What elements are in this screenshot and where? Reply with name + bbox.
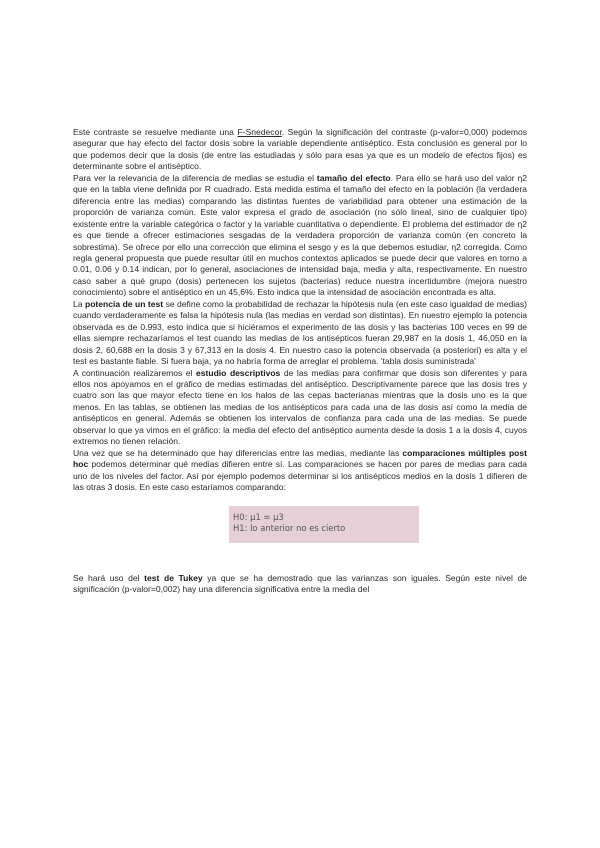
document-body [73,127,527,595]
effect-size-term: tamaño del efecto [316,172,391,183]
paragraph-test-power: La potencia de un test se define como la probabilidad de rechazar la hipótesis nula (en este caso igualdad de medias) cuando verdaderamente es falsa la hipótesis nula (las medias en verdad son distintas). En nuestro ejemplo la potencia observada es de 0.993, esto indica que si hiciéramos el experimento de las dosis y las bacterias 100 veces en 99 de ellas siempre rechazaríamos el test cuando las medias de los antisépticos fueran 29,987 en la dosis 1, 46,050 en la dosis 2, 60,688 en la dosis 3 y 67,313 en la dosis 4. En nuestro caso la potencia observada (a posteriori) es alta y el test es bastante fiable. Si fuera baja, ya no habría forma de arreglar el problema. 'tabla dosis suministrada' [73,298,527,367]
tukey-term: test de Tukey [144,572,203,583]
paragraph-effect-size: Para ver la relevancia de la diferencia de medias se estudia el tamaño del efecto. Para ello se hará uso del valor η2 que en la tabla viene definida por R cuadrado. Esta medida estima el tamaño del efecto en la población (la verdadera diferencia entre las medias) comparando las distintas fuentes de variabilidad para obtener una estimación de la proporción de varianza común. Este valor expresa el grado de asociación (no sólo lineal, sino de cualquier tipo) existente entre la variable categórica o factor y la variable cuantitativa o dependiente. El problema del estimador de η2 es que tiende a ofrecer estimaciones sesgadas de la verdadera proporción de varianza común (en concreto la sobrestima). Se ofrece por ello una corrección que elimina el sesgo y es la que debemos estudiar, η2 corregida. Como regla general propuesta que puede resultar útil en muchos contextos aplicados se puede decir que valores en torno a 0.01, 0.06 y 0.14 indican, por lo general, asociaciones de intensidad baja, media y alta, respectivamente. En nuestro caso saber a qué grupo (dosis) pertenecen los sujetos (bacterias) reduce nuestra incertidumbre (mejora nuestro conocimiento) sobre el antiséptico en un 45,6%. Esto indica que la intensidad de asociación encontrada es alta. [73,172,527,298]
paragraph-f-snedecor: Este contraste se resuelve mediante una F-Snedecor. Según la significación del contraste (p-valor=0,000) podemos asegurar que hay efecto del factor dosis sobre la variable dependiente antiséptico. Esta conclusión es general por lo que podemos decir que la dosis (de entre las estudiadas y sólo para esas ya que es un modelo de efectos fijos) es determinante sobre el antiséptico. [73,127,527,172]
post-hoc-term: comparaciones múltiples post hoc [73,447,528,470]
paragraph-post-hoc: Una vez que se ha determinado que hay diferencias entre las medias, mediante las comparaciones múltiples post hoc podemos determinar qué medias difieren entre sí. Las comparaciones se hacen por pares de medias para cada uno de los niveles del factor. Así por ejemplo podemos determinar si los antisépticos medios en la dosis 1 difieren de las otras 3 dosis. En este caso estaríamos comparando: [73,447,528,493]
hypothesis-box [229,506,419,543]
descriptive-study-term: estudio descriptivos [196,367,281,378]
paragraph-descriptive-study: A continuación realizaremos el estudio descriptivos de las medias para confirmar que dosis son diferentes y para ellos nos apoyamos en el gráfico de medias estimadas del antiséptico. Descriptivamente parece que las dosis tres y cuatro son las que mayor efecto tiene en los halos de las cepas bacterianas mientras que la dosis uno es la que menos. En las tablas, se obtienen las medias de los antisépticos para cada una de las dosis así como la media de antisépticos en general. Además se obtienen los intervalos de confianza para cada una de las medias. Se puede observar lo que ya vimos en el gráfico: la media del efecto del antiséptico aumenta desde la dosis 1 a la dosis 4, cuyos extremos no tienen relación. [73,367,527,447]
null-hypothesis: H0: μ1 = μ3 [233,511,284,522]
f-snedecor-link[interactable]: F-Snedecor [237,127,282,137]
test-power-term: potencia de un test [84,298,164,309]
paragraph-tukey: Se hará uso del test de Tukey ya que se ha demostrado que las varianzas son iguales. Según este nivel de significación (p-valor=0,002) hay una diferencia significativa entre la media del [73,572,527,594]
alternative-hypothesis: H1: lo anterior no es cierto [233,522,346,533]
